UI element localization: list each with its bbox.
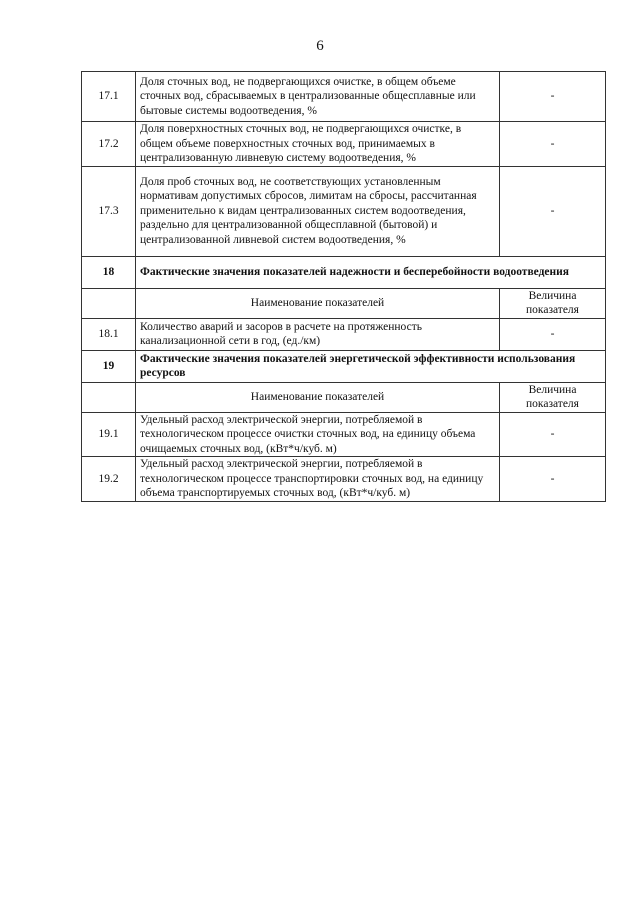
indicator-description: Количество аварий и засоров в расчете на протяженность канализационной сети в год, (ед./км) <box>136 318 500 350</box>
indicator-description: Доля проб сточных вод, не соответствующих установленным нормативам допустимых сбросов, лимитам на сбросы, рассчитанная применительно к видам централизованных систем водоотведения, раздельно для централизованной общесплавной (бытовой) и централизованной ливневой систем водоотведения, % <box>136 166 500 256</box>
header-row <box>82 382 606 412</box>
indicators-table <box>81 71 606 502</box>
row-number: 18.1 <box>82 318 136 350</box>
name-column-header: Наименование показателей <box>136 288 500 318</box>
indicator-value: - <box>500 72 606 122</box>
row-number: 17.2 <box>82 122 136 167</box>
section-number: 19 <box>82 350 136 382</box>
name-column-header: Наименование показателей <box>136 382 500 412</box>
table-row <box>82 72 606 122</box>
indicator-value: - <box>500 122 606 167</box>
section-row <box>82 256 606 288</box>
indicator-description: Доля поверхностных сточных вод, не подвергающихся очистке, в общем объеме поверхностных сточных вод, принимаемых в централизованную ливневую систему водоотведения, % <box>136 122 500 167</box>
value-column-header: Величина показателя <box>500 382 606 412</box>
indicator-description: Удельный расход электрической энергии, потребляемой в технологическом процессе транспортировки сточных вод, на единицу объема транспортируемых сточных вод, (кВт*ч/куб. м) <box>136 457 500 502</box>
section-number: 18 <box>82 256 136 288</box>
indicator-description: Удельный расход электрической энергии, потребляемой в технологическом процессе очистки сточных вод, на единицу объема очищаемых сточных вод, (кВт*ч/куб. м) <box>136 412 500 457</box>
indicator-description: Доля сточных вод, не подвергающихся очистке, в общем объеме сточных вод, сбрасываемых в централизованные общесплавные или бытовые системы водоотведения, % <box>136 72 500 122</box>
table-row <box>82 122 606 167</box>
indicator-value: - <box>500 412 606 457</box>
row-number: 19.2 <box>82 457 136 502</box>
row-number: 19.1 <box>82 412 136 457</box>
empty-cell <box>82 288 136 318</box>
table-row <box>82 457 606 502</box>
page-number: 6 <box>316 38 324 54</box>
table-row <box>82 166 606 256</box>
header-row <box>82 288 606 318</box>
table-row <box>82 318 606 350</box>
table-row <box>82 412 606 457</box>
row-number: 17.1 <box>82 72 136 122</box>
section-row <box>82 350 606 382</box>
indicator-value: - <box>500 457 606 502</box>
indicator-value: - <box>500 318 606 350</box>
empty-cell <box>82 382 136 412</box>
section-title: Фактические значения показателей энергетической эффективности использования ресурсов <box>136 350 606 382</box>
value-column-header: Величина показателя <box>500 288 606 318</box>
row-number: 17.3 <box>82 166 136 256</box>
section-title: Фактические значения показателей надежности и бесперебойности водоотведения <box>136 256 606 288</box>
indicator-value: - <box>500 166 606 256</box>
